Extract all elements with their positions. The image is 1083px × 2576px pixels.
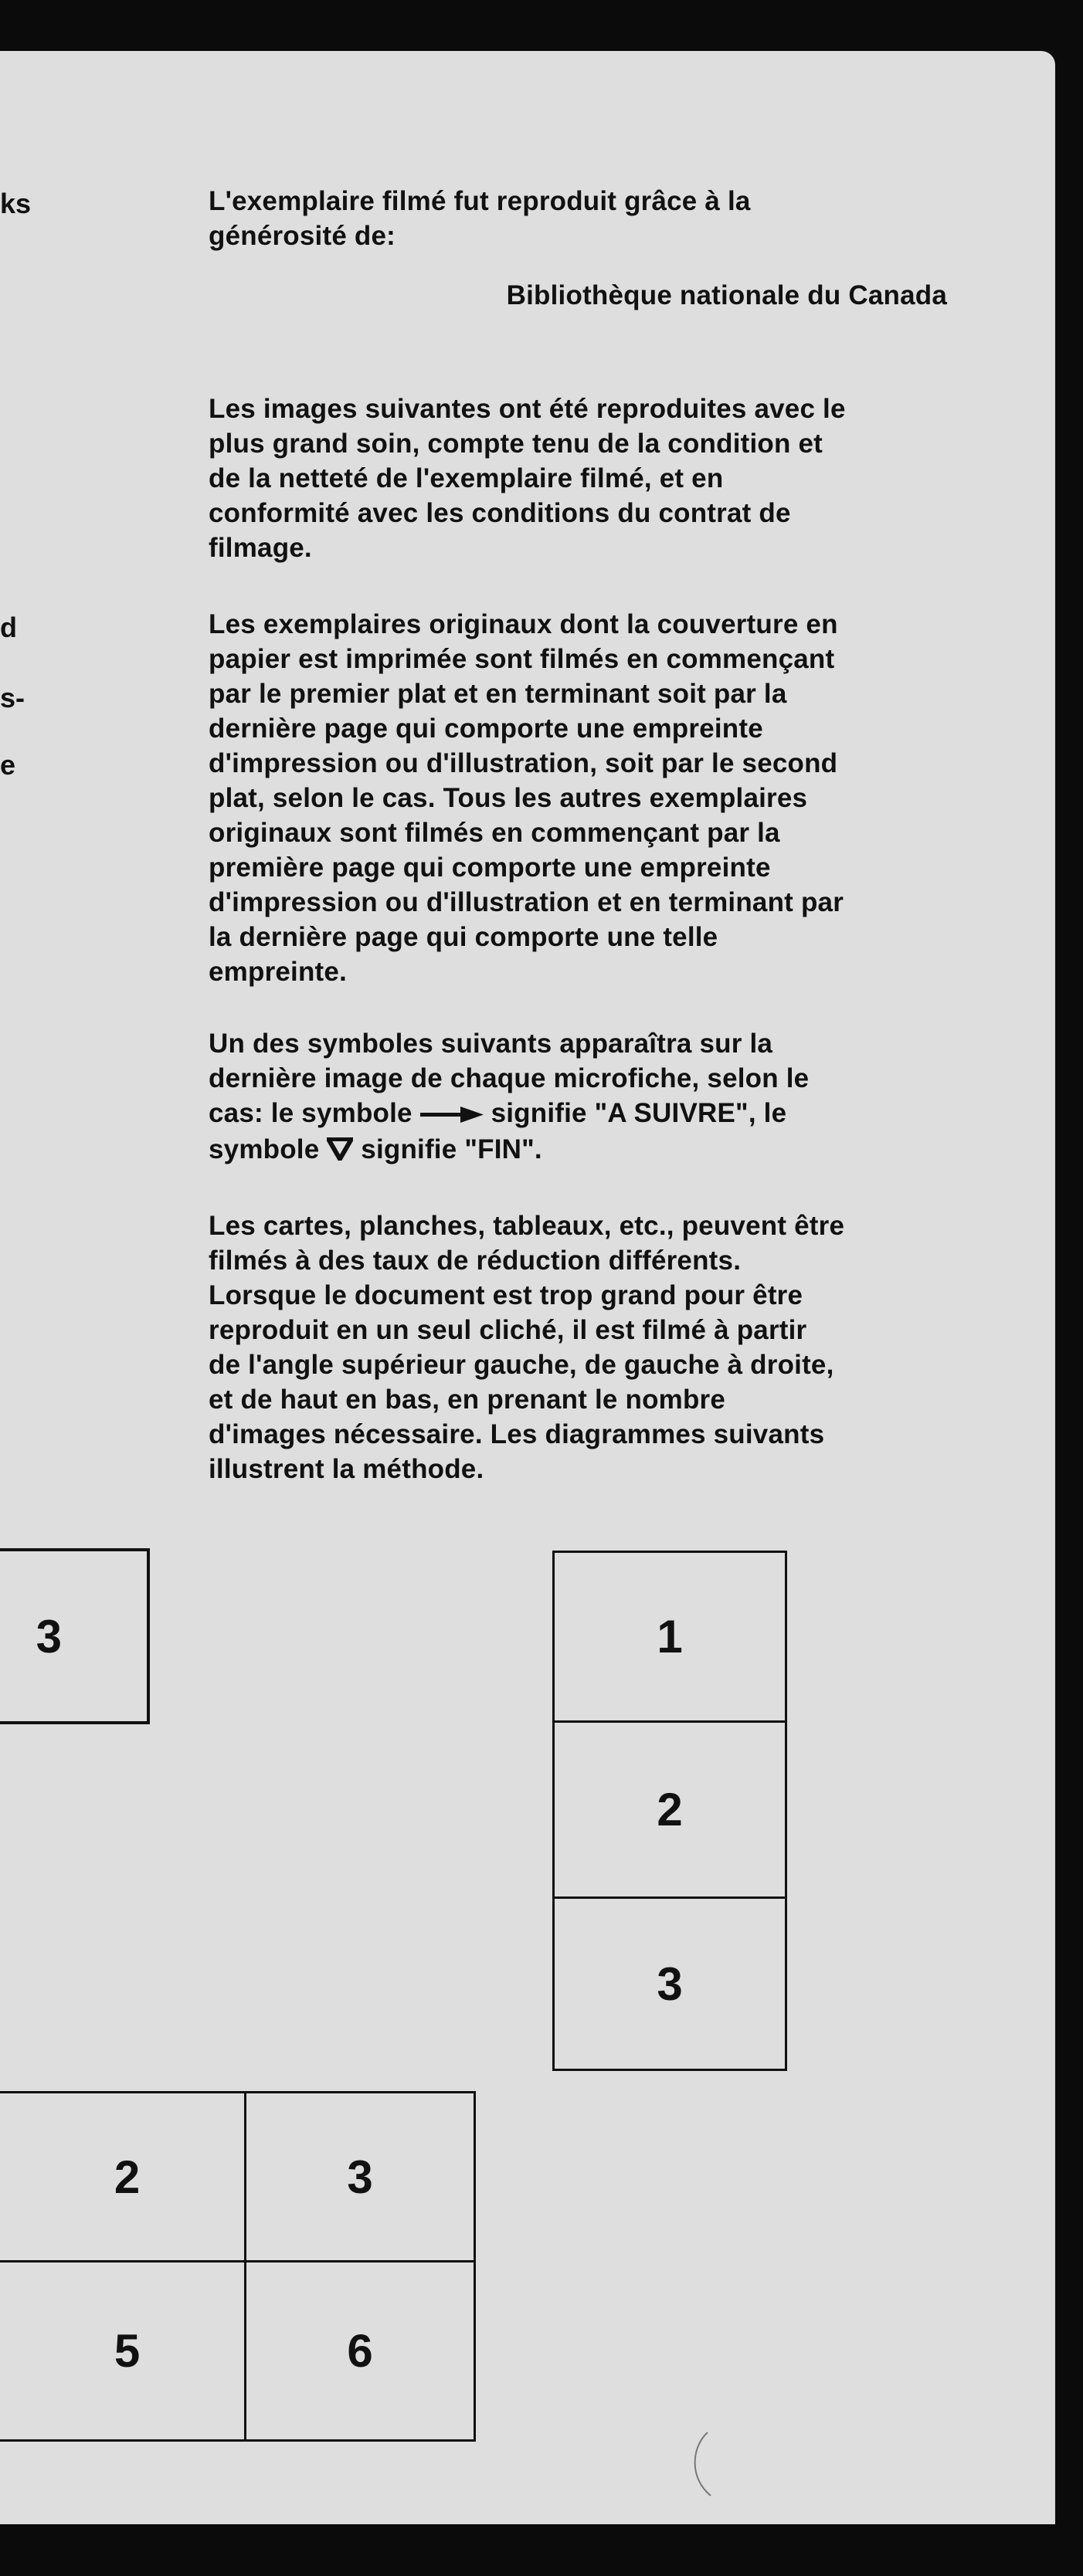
- grid-frame-5: [0, 2260, 246, 2442]
- para2-line: d'impression ou d'illustration, soit par le second: [209, 748, 838, 778]
- frame-number: 2: [114, 2151, 141, 2203]
- left-fragment-3: s-: [0, 682, 25, 713]
- vertical-frame-3: [552, 1896, 787, 2071]
- para2-line: papier est imprimée sont filmés en commençant: [209, 644, 835, 674]
- para2-line: empreinte.: [209, 957, 347, 987]
- para3-line-4-post: signifie "FIN".: [361, 1134, 542, 1165]
- triangle-down-icon: [327, 1134, 353, 1169]
- left-fragment-4: e: [0, 749, 16, 781]
- pencil-mark: [684, 2431, 715, 2504]
- para3-line-3: [209, 1096, 966, 1132]
- frame-number: 3: [347, 2151, 373, 2203]
- grid-frame-2: [0, 2091, 246, 2262]
- para2-line: première page qui comporte une empreinte: [209, 852, 771, 883]
- para1-line: de la netteté de l'exemplaire filmé, et en: [209, 463, 724, 493]
- frame-number: 5: [114, 2325, 141, 2377]
- para3-line-3-pre: cas: le symbole: [209, 1098, 412, 1128]
- para1-line: conformité avec les conditions du contrat de: [209, 498, 791, 528]
- para4-line: de l'angle supérieur gauche, de gauche à droite,: [209, 1350, 834, 1380]
- para2-line: d'impression ou d'illustration et en terminant par: [209, 887, 844, 917]
- para2-line: Les exemplaires originaux dont la couverture en: [209, 609, 838, 639]
- para1-line: Les images suivantes ont été reproduites avec le: [209, 394, 846, 424]
- para3-line-3-post: signifie "A SUIVRE", le: [491, 1098, 787, 1128]
- intro-line-2: générosité de:: [209, 221, 396, 251]
- frame-number: 1: [657, 1611, 683, 1663]
- para4-line: Lorsque le document est trop grand pour être: [209, 1280, 803, 1310]
- para3-line-4: [209, 1132, 966, 1168]
- paragraph-4: [209, 1208, 966, 1486]
- para2-line: dernière page qui comporte une empreinte: [209, 713, 763, 744]
- para2-line: la dernière page qui comporte une telle: [209, 922, 718, 952]
- vertical-frame-2: [552, 1720, 787, 1899]
- left-fragment-2: d: [0, 612, 17, 643]
- para4-line: d'images nécessaire. Les diagrammes suivants: [209, 1419, 825, 1449]
- para3-line-2: dernière image de chaque microfiche, selon le: [209, 1063, 810, 1093]
- para4-line: filmés à des taux de réduction différents.: [209, 1246, 742, 1276]
- para3-line-4-pre: symbole: [209, 1134, 320, 1165]
- para4-line: illustrent la méthode.: [209, 1454, 484, 1484]
- grid-frame-6: [244, 2260, 476, 2442]
- para2-line: plat, selon le cas. Tous les autres exemplaires: [209, 783, 808, 813]
- paragraph-2: [209, 607, 966, 989]
- arrow-right-icon: [420, 1097, 484, 1132]
- partial-frame-3: [0, 1548, 150, 1724]
- library-name-text: Bibliothèque nationale du Canada: [506, 280, 947, 310]
- frame-number: 6: [347, 2325, 373, 2377]
- library-name: [209, 278, 947, 313]
- left-fragment-1: ks: [0, 188, 32, 219]
- para4-line: et de haut en bas, en prenant le nombre: [209, 1385, 726, 1415]
- paragraph-3: [209, 1026, 966, 1169]
- frame-number: 2: [657, 1784, 683, 1835]
- frame-number: 3: [657, 1957, 683, 2010]
- para2-line: par le premier plat et en terminant soit par la: [209, 679, 787, 709]
- partial-frame-number: 3: [36, 1610, 62, 1663]
- para1-line: filmage.: [209, 533, 312, 563]
- para2-line: originaux sont filmés en commençant par la: [209, 818, 780, 848]
- vertical-frame-1: [552, 1551, 787, 1723]
- para1-line: plus grand soin, compte tenu de la condition et: [209, 429, 823, 459]
- intro-line-1: L'exemplaire filmé fut reproduit grâce à la: [209, 186, 751, 216]
- para4-line: reproduit en un seul cliché, il est filmé à partir: [209, 1315, 807, 1345]
- para4-line: Les cartes, planches, tableaux, etc., peuvent être: [209, 1211, 845, 1241]
- para3-line-1: Un des symboles suivants apparaîtra sur la: [209, 1029, 773, 1059]
- grid-frame-3: [244, 2091, 476, 2262]
- paragraph-1: [209, 391, 966, 565]
- intro-block: [209, 184, 966, 253]
